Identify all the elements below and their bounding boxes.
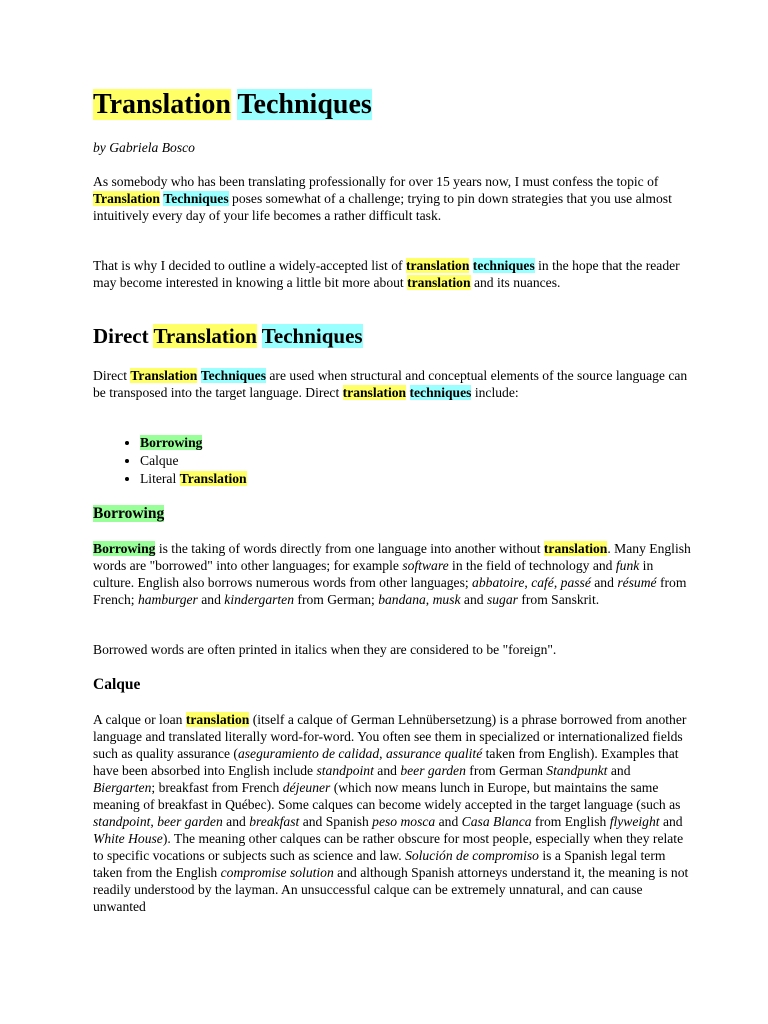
keyword-highlight: translation [185, 712, 250, 727]
list-item: • Borrowing [140, 434, 247, 452]
keyword-highlight: Translation [93, 191, 160, 206]
intro-paragraph-1: As somebody who has been translating professionally for over 15 years now, I must confess the topic of Translation Techniques poses somewhat of a challenge; trying to pin down strategies that you use almost intuitively every day of your life becomes a rather difficult task. [93, 174, 672, 223]
keyword-highlight: translation [342, 385, 407, 400]
keyword-highlight: techniques [409, 385, 472, 400]
keyword-highlight: techniques [472, 258, 535, 273]
keyword-highlight: translation [407, 275, 471, 290]
byline: by Gabriela Bosco [93, 140, 195, 155]
title-word-translation: Translation [93, 89, 231, 120]
direct-techniques-list [93, 434, 247, 488]
title-word-techniques: Techniques [237, 89, 372, 120]
direct-paragraph: Direct Translation Techniques are used when structural and conceptual elements of the source language can be transposed into the target language. Direct translation techniques include: [93, 368, 688, 400]
calque-paragraph: A calque or loan translation (itself a calque of German Lehnübersetzung) is a phrase borrowed from another language and translated literally word-for-word. You often see them in specialized or internationalized fields such as quality assurance (aseguramiento de calidad, assurance qualité taken from English). Examples that have been absorbed into English include standpoint and beer garden from German Standpunkt and Biergarten; breakfast from French déjeuner (which now means lunch in Europe, but maintains the same meaning of breakfast in Québec). Some calques can become widely accepted in the target language (such as standpoint, beer garden and breakfast and Spanish peso mosca and Casa Blanca from English flyweight and White House). The meaning other calques can be rather obscure for most people, especially when they relate to specific vocations or subjects such as science and law. Solución de compromiso is a Spanish legal term taken from the English compromise solution and although Spanish attorneys understand it, the meaning is not readily understood by the layman. An unsuccessful calque can be extremely unnatural, and can cause unwanted [93, 712, 689, 914]
keyword-highlight: translation [543, 541, 608, 556]
list-item: • Literal Translation [140, 470, 247, 488]
section-heading-calque: Calque [93, 676, 141, 693]
page-title [93, 88, 372, 122]
section-heading-direct: Direct Translation Techniques [93, 324, 363, 348]
section-heading-borrowing: Borrowing [93, 505, 165, 522]
keyword-highlight: Translation [130, 368, 198, 383]
keyword-highlight: Borrowing [93, 541, 156, 556]
borrowing-paragraph: Borrowing is the taking of words directly from one language into another without translation. Many English words are "borrowed" into other languages; for example software in the field of technology and funk in culture. English also borrows numerous words from other languages; abbatoire, café, passé and résumé from French; hamburger and kindergarten from German; bandana, musk and sugar from Sanskrit. [93, 541, 691, 607]
intro-paragraph-2: That is why I decided to outline a widely-accepted list of translation techniques in the hope that the reader may become interested in knowing a little bit more about translation and its nuances. [93, 258, 680, 290]
list-item: • Calque [140, 452, 247, 470]
keyword-highlight: Techniques [200, 368, 266, 383]
borrowing-paragraph-2: Borrowed words are often printed in italics when they are considered to be "foreign". [93, 642, 557, 657]
keyword-highlight: Techniques [163, 191, 229, 206]
keyword-highlight: translation [405, 258, 470, 273]
